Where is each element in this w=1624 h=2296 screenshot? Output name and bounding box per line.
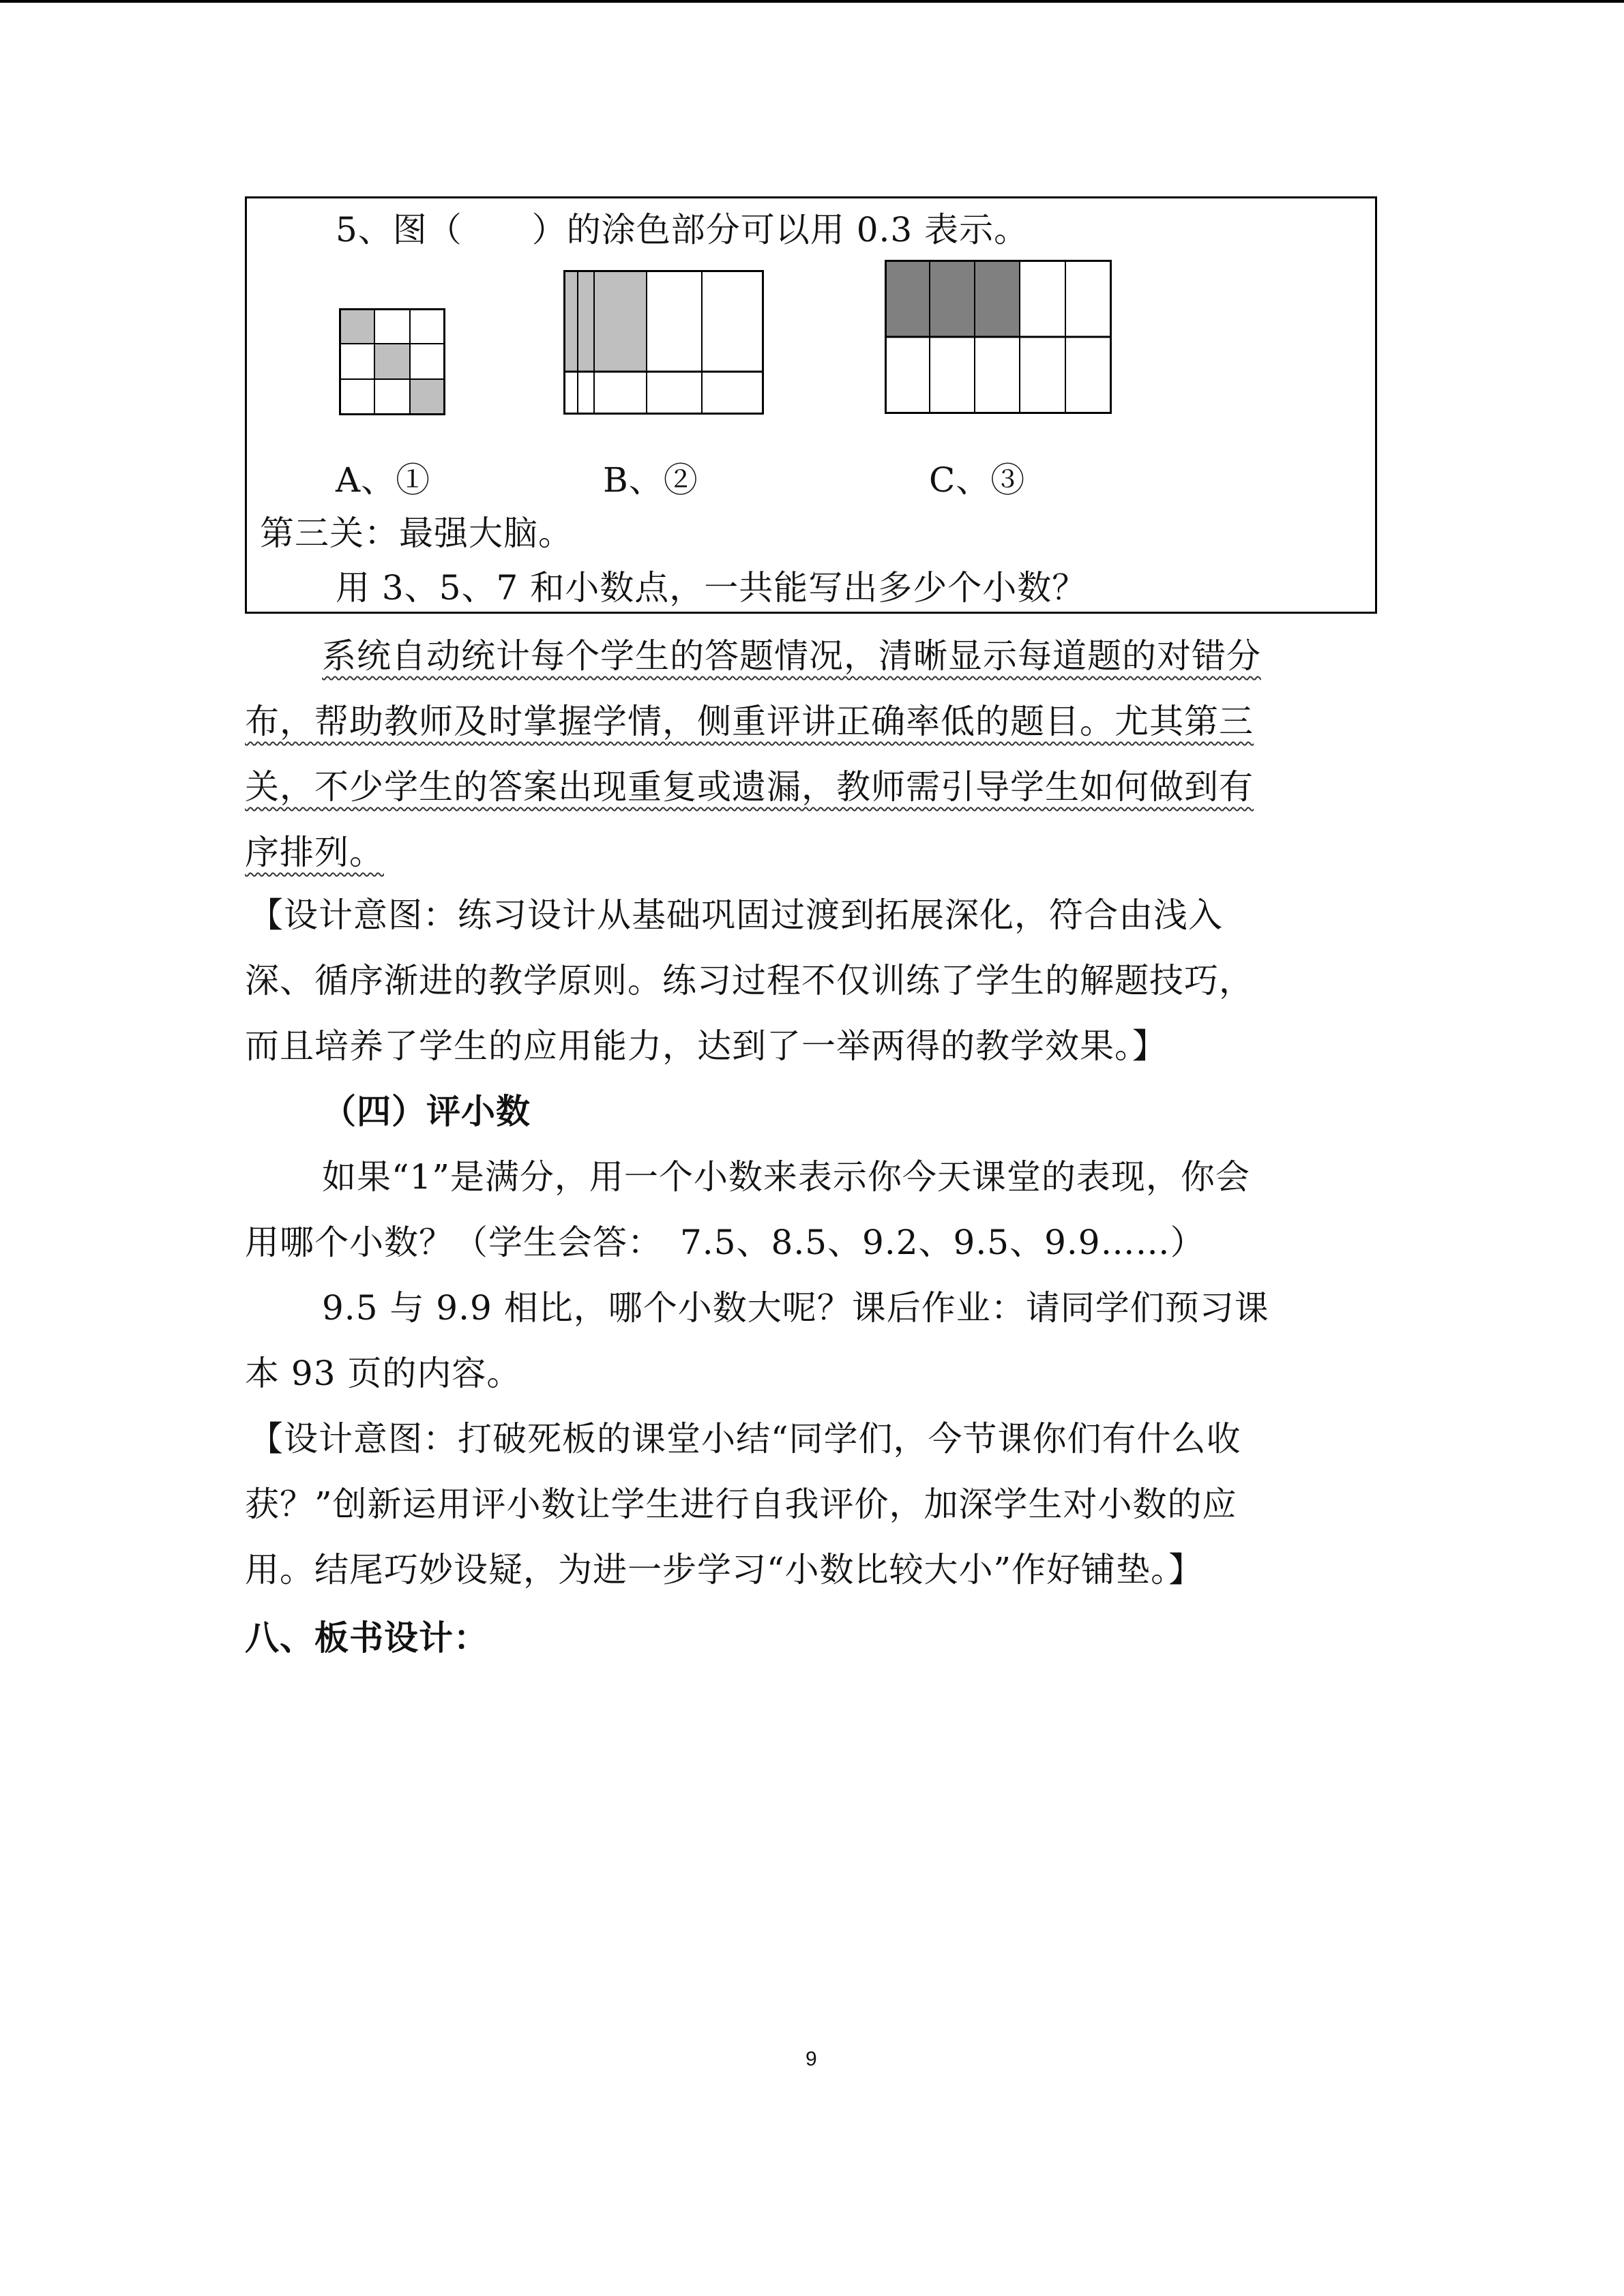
figure-2-shaded-area bbox=[563, 270, 647, 372]
figure-1-shaded-cell bbox=[374, 344, 410, 379]
option-a: A、① bbox=[336, 460, 431, 500]
question-5-text: 5、图（ ）的涂色部分可以用 0.3 表示。 bbox=[336, 210, 1029, 250]
design-intent-1-line-1: 【设计意图：练习设计从基础巩固过渡到拓展深化，符合由浅入 bbox=[249, 895, 1223, 935]
figure-2-rectangle bbox=[563, 270, 764, 415]
page-number: 9 bbox=[806, 2048, 818, 2070]
rating-line-2: 用哪个小数？（学生会答： 7.5、8.5、9.2、9.5、9.9……） bbox=[245, 1223, 1205, 1262]
level-3-question: 用 3、5、7 和小数点，一共能写出多少个小数？ bbox=[336, 568, 1087, 608]
level-3-title: 第三关：最强大脑。 bbox=[260, 513, 573, 553]
section-4-heading: （四）评小数 bbox=[322, 1091, 531, 1131]
design-intent-2-line-1: 【设计意图：打破死板的课堂小结“同学们，今节课你们有什么收 bbox=[249, 1419, 1241, 1459]
option-c: C、③ bbox=[929, 460, 1026, 500]
figure-3-grid bbox=[885, 260, 1112, 414]
design-intent-1-line-2: 深、循序渐进的教学原则。练习过程不仅训练了学生的解题技巧， bbox=[245, 961, 1254, 1000]
figure-3-shaded-cell bbox=[930, 260, 975, 337]
design-intent-2-line-3: 用。结尾巧妙设疑，为进一步学习“小数比较大小”作好铺垫。】 bbox=[245, 1550, 1204, 1590]
design-intent-1-line-3: 而且培养了学生的应用能力，达到了一举两得的教学效果。】 bbox=[245, 1026, 1167, 1066]
design-intent-2-line-2: 获？”创新运用评小数让学生进行自我评价，加深学生对小数的应 bbox=[245, 1485, 1237, 1524]
rating-line-1: 如果“1”是满分，用一个小数来表示你今天课堂的表现，你会 bbox=[322, 1157, 1250, 1197]
homework-line-1: 9.5 与 9.9 相比，哪个小数大呢？课后作业：请同学们预习课 bbox=[322, 1288, 1269, 1328]
section-8-heading: 八、板书设计： bbox=[245, 1617, 488, 1658]
figure-3-shaded-cell bbox=[885, 260, 930, 337]
option-b: B、② bbox=[603, 460, 698, 500]
figure-1-grid bbox=[339, 308, 445, 415]
figure-3-shaded-cell bbox=[975, 260, 1020, 337]
figure-1-shaded-cell bbox=[339, 308, 374, 344]
feedback-line-1: 系统自动统计每个学生的答题情况，清晰显示每道题的对错分 bbox=[322, 636, 1261, 676]
feedback-line-3: 关，不少学生的答案出现重复或遗漏，教师需引导学生如何做到有 bbox=[245, 767, 1254, 807]
feedback-line-2: 布，帮助教师及时掌握学情，侧重评讲正确率低的题目。尤其第三 bbox=[245, 702, 1254, 741]
page-top-border bbox=[0, 0, 1624, 3]
figure-1-shaded-cell bbox=[410, 379, 445, 415]
homework-line-2: 本 93 页的内容。 bbox=[245, 1354, 522, 1393]
feedback-line-4: 序排列。 bbox=[245, 833, 384, 872]
